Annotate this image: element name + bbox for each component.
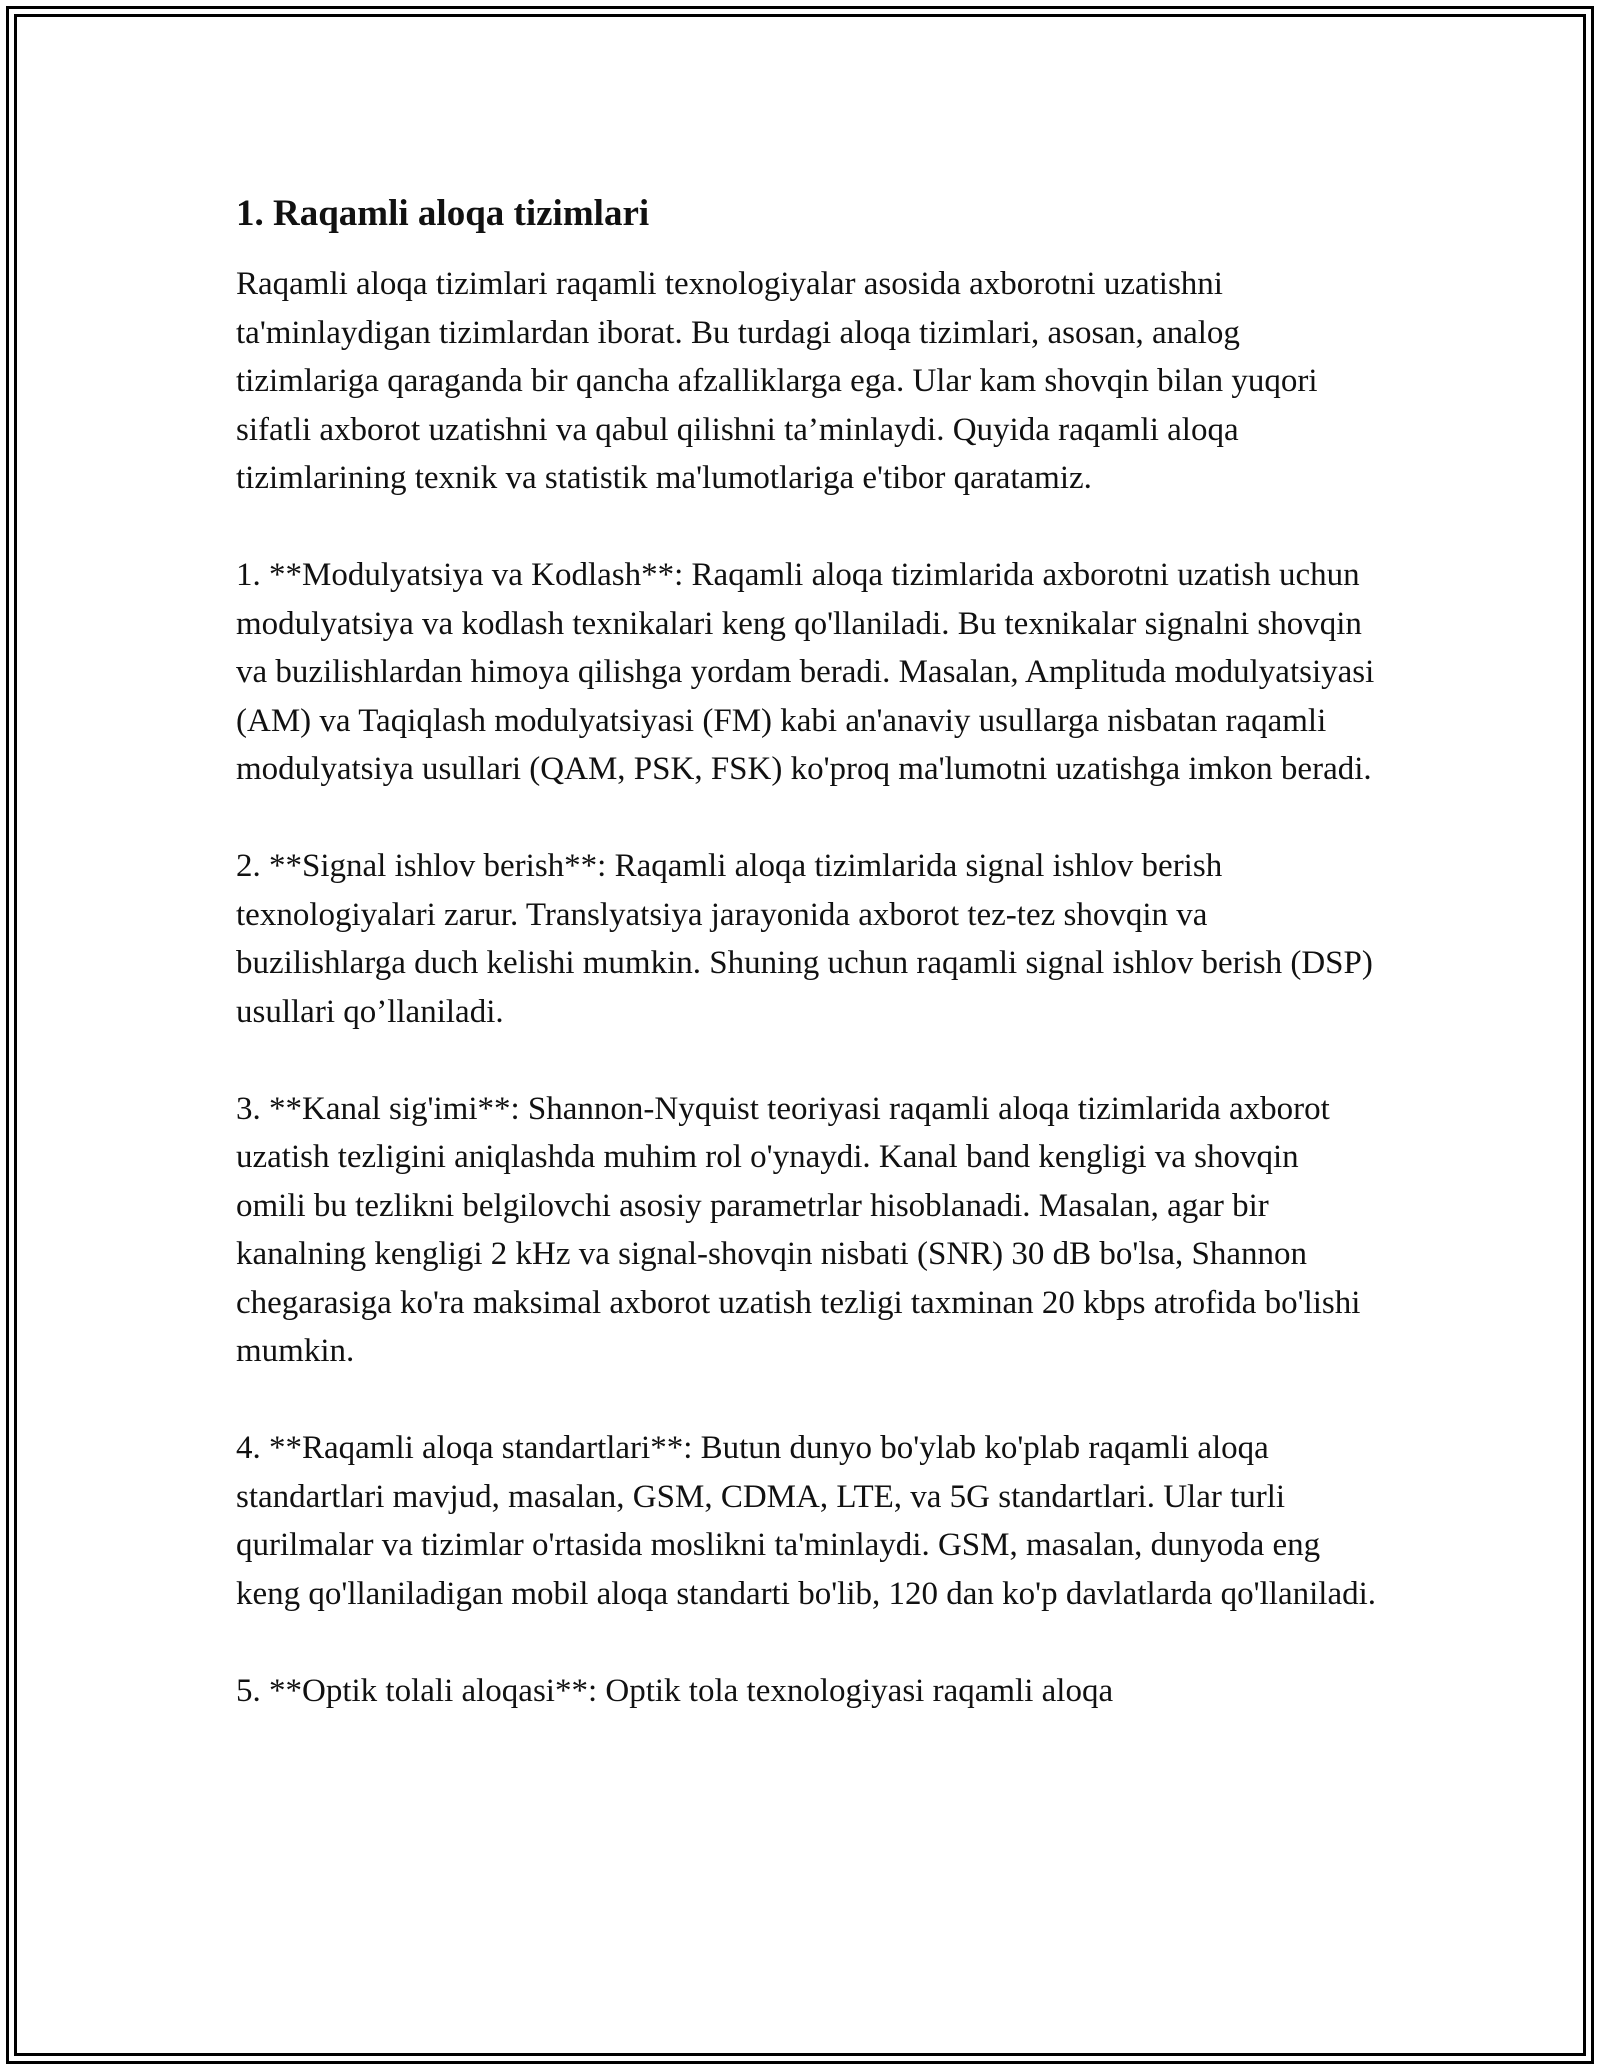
item-optical-fiber: 5. **Optik tolali aloqasi**: Optik tola texnologiyasi raqamli aloqa: [236, 1672, 1114, 1709]
section-heading: 1. Raqamli aloqa tizimlari: [236, 193, 650, 234]
item-channel-capacity: 3. **Kanal sig'imi**: Shannon-Nyquist teoriyasi raqamli aloqa tizimlarida axborot uzatish tezligini aniqlashda muhim rol o'ynaydi. Kanal band kengligi va shovqin omili bu tezlikni belgilovchi asosiy parametrlar hisoblanadi. Masalan, agar bir kanalning kengligi 2 kHz va signal-shovqin nisbati (SNR) 30 dB bo'lsa, Shannon chegarasiga ko'ra maksimal axborot uzatish tezligi taxminan 20 kbps atrofida bo'lishi mumkin.: [236, 1090, 1361, 1369]
item-modulation-coding: 1. **Modulyatsiya va Kodlash**: Raqamli aloqa tizimlarida axborotni uzatish uchun modulyatsiya va kodlash texnikalari keng qo'llaniladi. Bu texnikalar signalni shovqin va buzilishlardan himoya qilishga yordam beradi. Masalan, Amplituda modulyatsiyasi (AM) va Taqiqlash modulyatsiyasi (FM) kabi an'anaviy usullarga nisbatan raqamli modulyatsiya usullari (QAM, PSK, FSK) ko'proq ma'lumotni uzatishga imkon beradi.: [236, 557, 1375, 787]
item-signal-processing: 2. **Signal ishlov berish**: Raqamli aloqa tizimlarida signal ishlov berish texnologiyalari zarur. Translyatsiya jarayonida axborot tez-tez shovqin va buzilishlarga duch kelishi mumkin. Shuning uchun raqamli signal ishlov berish (DSP) usullari qo’llaniladi.: [236, 848, 1373, 1030]
document-body: [236, 190, 1376, 1764]
intro-paragraph: Raqamli aloqa tizimlari raqamli texnologiyalar asosida axborotni uzatishni ta'minlaydigan tizimlardan iborat. Bu turdagi aloqa tizimlari, asosan, analog tizimlariga qaraganda bir qancha afzalliklarga ega. Ular kam shovqin bilan yuqori sifatli axborot uzatishni va qabul qilishni ta’minlaydi. Quyida raqamli aloqa tizimlarining texnik va statistik ma'lumotlariga e'tibor qaratamiz.: [236, 266, 1318, 496]
item-digital-standards: 4. **Raqamli aloqa standartlari**: Butun dunyo bo'ylab ko'plab raqamli aloqa standartlari mavjud, masalan, GSM, CDMA, LTE, va 5G standartlari. Ular turli qurilmalar va tizimlar o'rtasida moslikni ta'minlaydi. GSM, masalan, dunyoda eng keng qo'llaniladigan mobil aloqa standarti bo'lib, 120 dan ko'p davlatlarda qo'llaniladi.: [236, 1430, 1377, 1612]
